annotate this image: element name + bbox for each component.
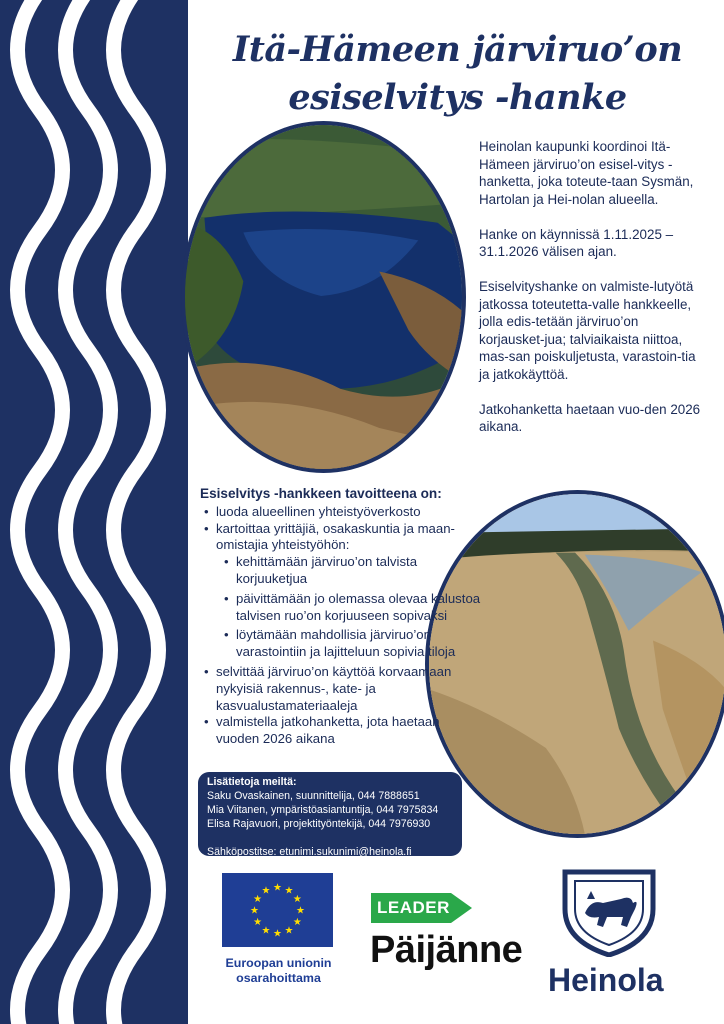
eu-star-icon: ★: [273, 882, 282, 894]
intro-text: [479, 138, 707, 453]
contact-person: Mia Viitanen, ympäristöasiantuntija, 044 7975834: [207, 804, 439, 816]
goals-list: [200, 504, 485, 748]
goal-item: • luoda alueellinen yhteistyöverkosto: [216, 504, 485, 521]
eu-star-icon: ★: [284, 925, 294, 937]
goal-subitem: • päivittämään jo olemassa olevaa kalustoa talvisen ruo’on korjuuseen sopivaksi: [236, 591, 485, 625]
wave-line: [66, 0, 111, 1024]
lake-aerial-photo: [181, 121, 466, 473]
eu-star-icon: ★: [261, 925, 271, 937]
wave-lines: [0, 0, 188, 1024]
eu-star-icon: ★: [296, 905, 305, 917]
heinola-crest-icon: [561, 869, 657, 957]
intro-paragraph: Hanke on käynnissä 1.11.2025 – 31.1.2026 välisen ajan.: [479, 226, 674, 259]
eu-star-icon: ★: [250, 905, 259, 917]
eu-star-icon: ★: [253, 917, 263, 928]
heinola-logo-text: Heinola: [548, 962, 664, 998]
decorative-wave-band: [0, 0, 188, 1024]
title-line-1: Itä-Hämeen järviruo’on: [232, 29, 683, 70]
leader-logo: [371, 891, 472, 925]
contact-box: [198, 772, 462, 856]
contact-email: Sähköpostitse: etunimi.sukunimi@heinola.fi: [207, 846, 412, 858]
eu-star-icon: ★: [253, 894, 263, 905]
leader-text: LEADER: [377, 898, 450, 917]
goals-section: [200, 486, 485, 748]
eu-label-line-1: Euroopan unionin: [225, 956, 332, 970]
wave-line: [114, 0, 159, 1024]
title-line-2: esiselvitys -hanke: [288, 77, 627, 118]
contact-person: Saku Ovaskainen, suunnittelija, 044 7888651: [207, 790, 420, 802]
eu-star-icon: ★: [273, 928, 282, 940]
page-title: [200, 26, 715, 122]
goal-sublist: [216, 554, 485, 661]
goal-item: [216, 521, 485, 661]
intro-paragraph: Heinolan kaupunki koordinoi Itä-Hämeen järviruo’on esisel-vitys -hanketta, joka toteute-taan Sysmän, Hartolan ja Hei-nolan alueella.: [479, 139, 694, 207]
paijanne-logo-text: Päijänne: [370, 929, 523, 971]
intro-paragraph: Jatkohanketta haetaan vuo-den 2026 aikana.: [479, 401, 701, 434]
goal-subitem: • löytämään mahdollisia järviruo’on varastointiin ja lajitteluun sopivia tiloja: [236, 627, 485, 661]
goal-subitem: • kehittämään järviruo’on talvista korjuuketjua: [236, 554, 485, 588]
eu-star-icon: ★: [292, 917, 302, 928]
contact-person: Elisa Rajavuori, projektityöntekijä, 044 7976930: [207, 818, 431, 830]
goal-item: • valmistella jatkohanketta, jota haetaan vuoden 2026 aikana: [216, 714, 485, 748]
intro-paragraph: Esiselvityshanke on valmiste-lutyötä jatkossa toteutetta-valle hankkeelle, jolla edis-tetään järviruo’on korjausket-jua; talviaikaista niittoa, mas-san poiskuljetusta, varastoin-tia ja jatkokäyttöä.: [479, 279, 696, 382]
eu-flag-icon: [222, 873, 333, 947]
eu-label-line-2: osarahoittama: [236, 971, 321, 985]
wave-line: [18, 0, 63, 1024]
eu-star-icon: ★: [284, 885, 294, 897]
goal-item: • selvittää järviruo’on käyttöä korvaamaan nykyisiä rakennus-, kate- ja kasvualustamateriaaleja: [216, 664, 485, 714]
goal-item-text: kartoittaa yrittäjiä, osakaskuntia ja maan-omistajia yhteistyöhön:: [216, 520, 455, 553]
eu-star-icon: ★: [292, 894, 302, 905]
goals-heading: Esiselvitys -hankkeen tavoitteena on:: [200, 486, 442, 501]
contact-heading: Lisätietoja meiltä:: [207, 776, 297, 788]
eu-funding-label: [206, 956, 351, 986]
eu-star-icon: ★: [261, 885, 271, 897]
